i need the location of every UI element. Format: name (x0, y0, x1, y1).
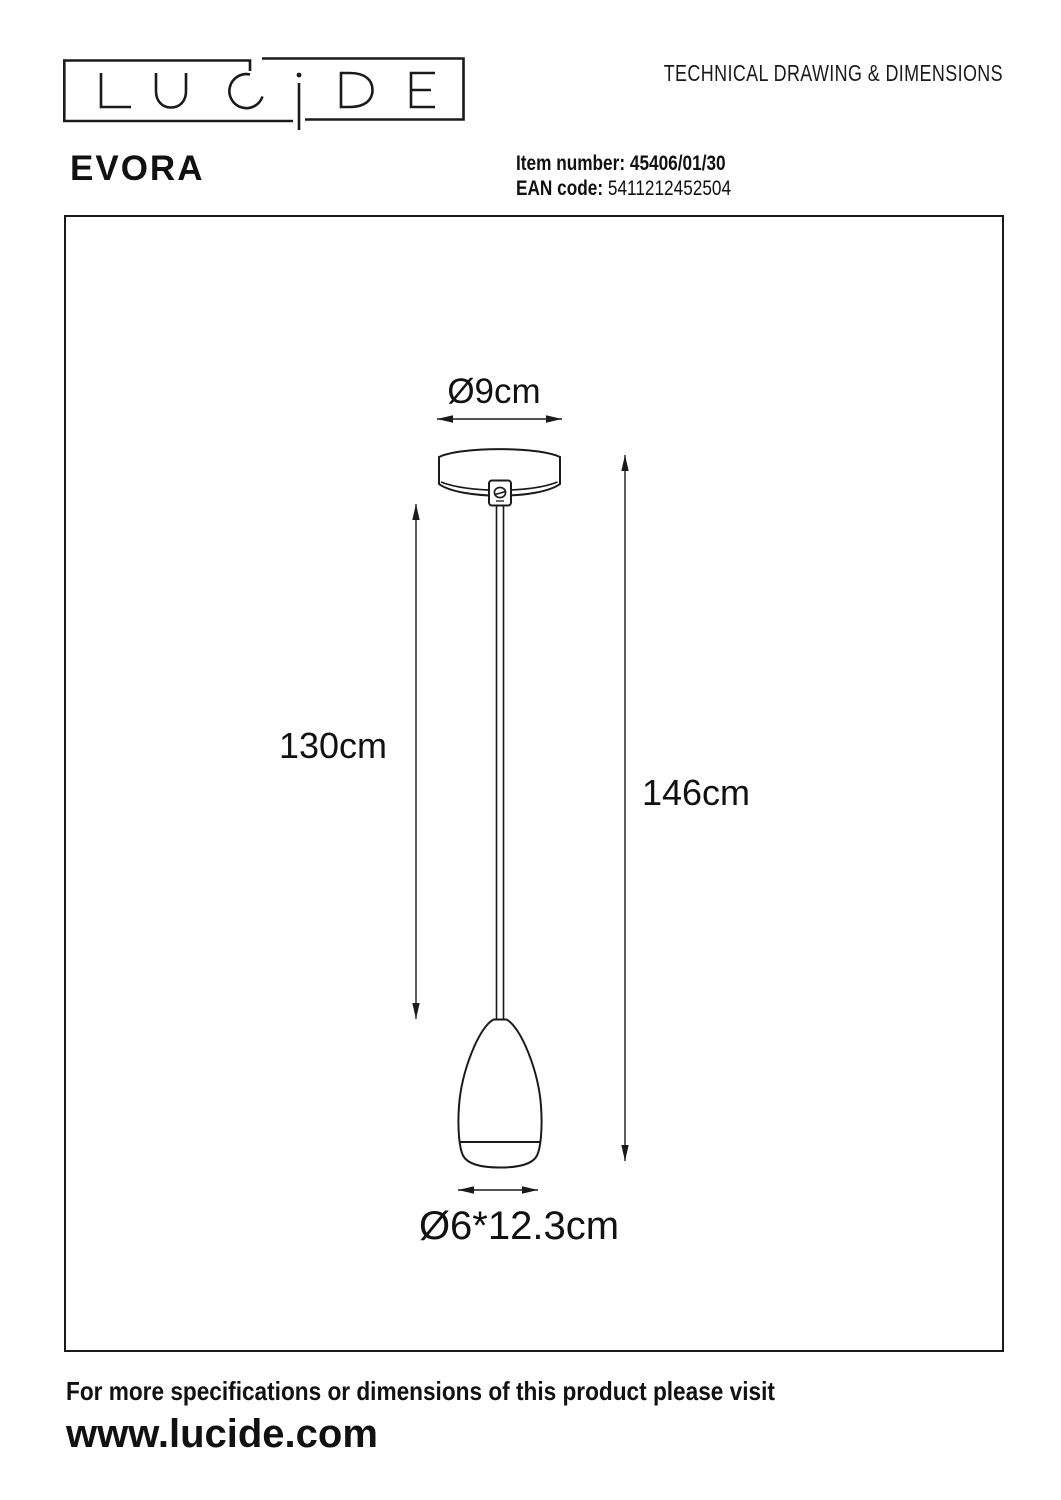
product-name: EVORA (70, 149, 205, 188)
logo-box-right (262, 59, 464, 120)
ean-label: EAN code: (516, 177, 604, 200)
logo-box-left (64, 61, 293, 122)
doc-title: TECHNICAL DRAWING & DIMENSIONS (663, 60, 1003, 86)
dimension-label-total-height: 146cm (641, 772, 751, 813)
logo-letter-i-dot (297, 73, 302, 78)
logo-letter-l (101, 73, 131, 107)
logo-letter-d (341, 73, 373, 107)
dimension-label-shade-size: Ø6*12.3cm (418, 1204, 620, 1248)
item-number-row (516, 151, 731, 176)
item-info-block (516, 151, 731, 201)
footer-note: For more specifications or dimensions of this product please visit (66, 1376, 775, 1406)
item-number-value: 45406/01/30 (629, 152, 726, 175)
ean-row (516, 176, 731, 201)
logo-letter-c (229, 74, 262, 108)
logo-letter-e (411, 73, 435, 107)
footer-website: www.lucide.com (66, 1412, 378, 1456)
lucide-logo (63, 56, 465, 136)
dimension-label-cable-length: 130cm (278, 725, 388, 766)
ean-value: 5411212452504 (607, 177, 732, 200)
dimension-label-canopy-diameter: Ø9cm (447, 372, 541, 411)
logo-letter-u (156, 73, 186, 108)
item-number-label: Item number: (516, 152, 626, 175)
